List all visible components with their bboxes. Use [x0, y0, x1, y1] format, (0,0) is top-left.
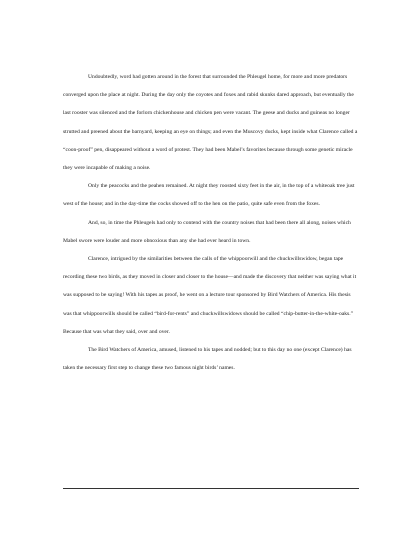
paragraph-1: Undoubtedly, word had gotten around in the forest that surrounded the Phleugel home, for more and more predators converged upon the place at night. During the day only the coyotes and foxes and rabid skunks dared approach, but eventually the last rooster was silenced and the forlorn chickenhouse and chicken pen were vacant. The geese and ducks and guineas no longer strutted and preened about the barnyard, keeping an eye on things; and even the Muscovy ducks, kept inside what Clarence called a “coon-proof” pen, disappeared without a word of protest. They had been Mabel’s favorites because through some genetic miracle they were incapable of making a noise.: [63, 74, 358, 172]
paragraph-2: Only the peacocks and the peahen remained. At night they roosted sixty feet in the air, in the top of a whiteoak tree just west of the house; and in the day-time the cocks showed off to the hen on the patio, quite safe even from the foxes.: [63, 183, 355, 208]
paragraph-4: Clarence, intrigued by the similarities between the calls of the whippoorwill and the chuckwillswidow, began tape recording these two birds, as they moved in closer and closer to the house—and made the discovery that neither was saying what it was supposed to be saying! With his tapes as proof, he went on a lecture tour sponsored by Bird Watchers of America. His thesis was that whippoorwills should be called “bird-for-rents” and chuckwillswidows should be called “chip-butter-in-the-white-oaks.” Because that was what they said, over and over.: [63, 256, 357, 335]
paragraph-3: And, so, in time the Phleugels had only to contend with the country noises that had been there all along, noises which Mabel swore were louder and more obnoxious than any she had ever heard in town.: [63, 219, 351, 244]
paragraph-5: The Bird Watchers of America, amused, listened to his tapes and nodded; but to this day no one (except Clarence) has taken the necessary first step to change these two famous night birds’ names.: [63, 347, 352, 372]
body-text: [63, 68, 359, 377]
footer-divider: [63, 488, 359, 489]
